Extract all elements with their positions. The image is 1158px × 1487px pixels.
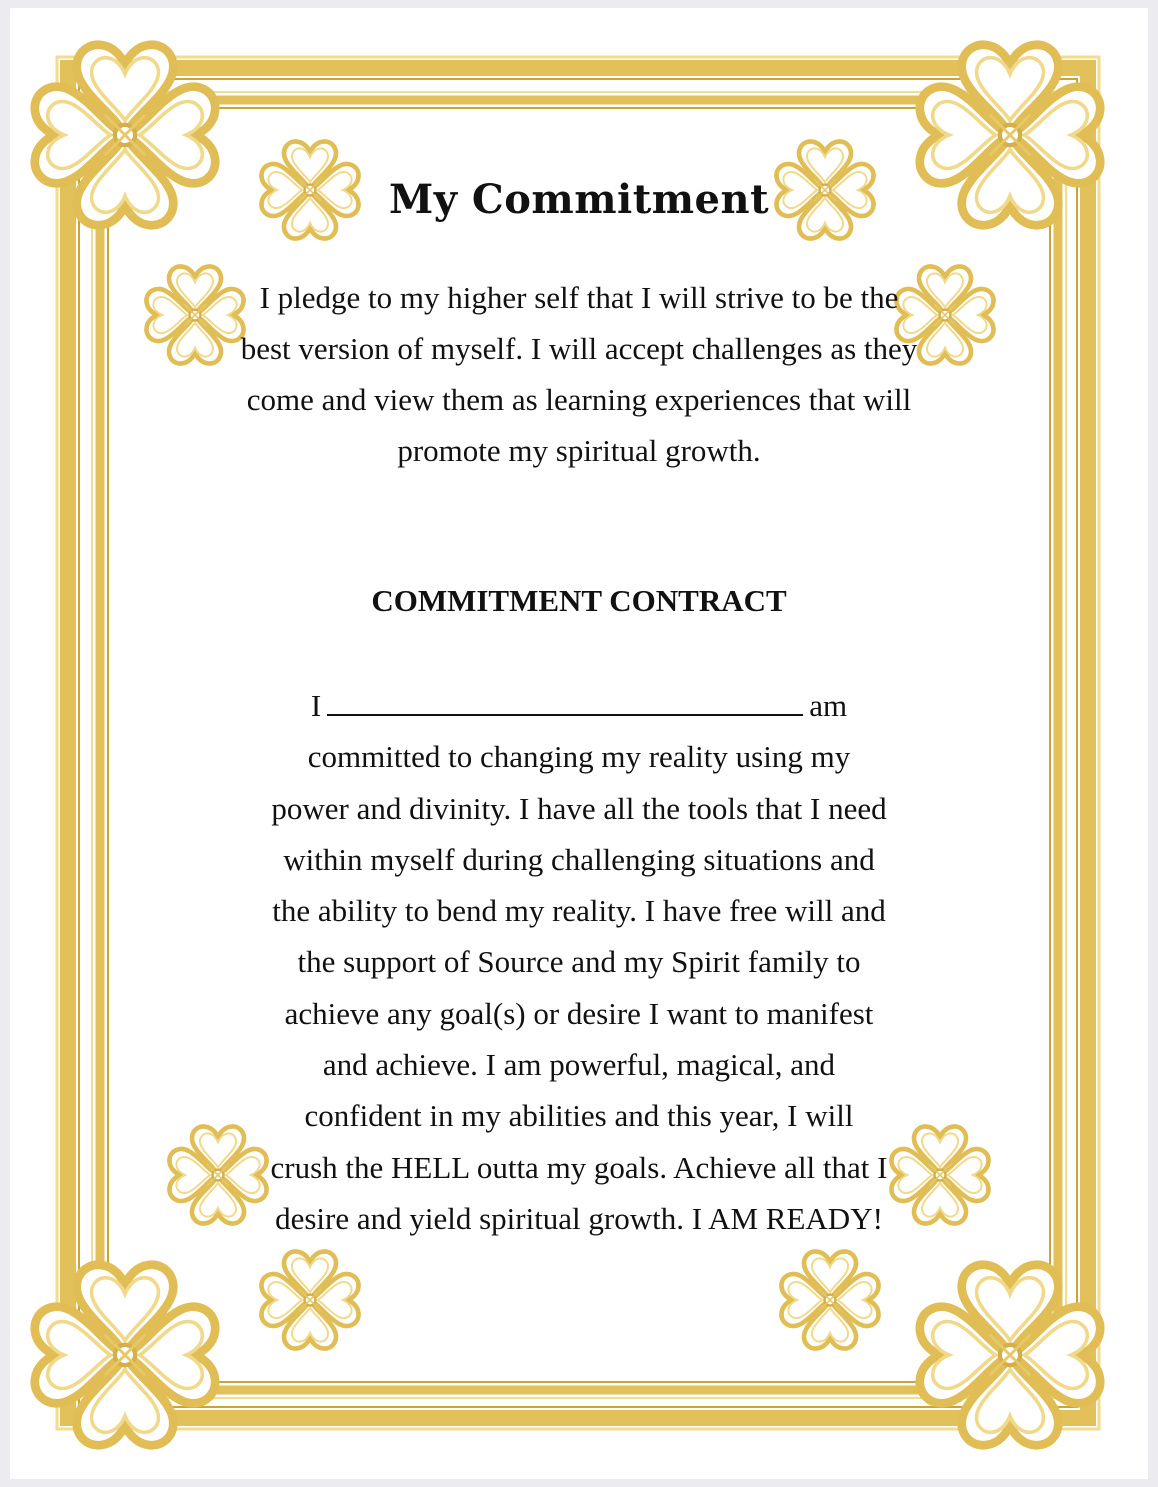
contract-line: the support of Source and my Spirit family to <box>297 944 861 980</box>
contract-line: the ability to bend my reality. I have free will and <box>272 893 886 929</box>
contract-line: crush the HELL outta my goals. Achieve all that I <box>270 1149 888 1185</box>
contract-suffix: am <box>809 688 848 723</box>
name-blank-field[interactable] <box>327 688 803 716</box>
contract-line: desire and yield spiritual growth. I AM READY! <box>275 1200 883 1236</box>
clover-ornament-icon <box>781 1251 878 1348</box>
contract-line: power and divinity. I have all the tools that I need <box>271 790 887 826</box>
contract-line: within myself during challenging situations and <box>283 841 875 877</box>
contract-prefix: I <box>310 688 322 723</box>
contract-name-line <box>240 680 918 731</box>
contract-heading: COMMITMENT CONTRACT <box>371 583 787 618</box>
contract-line: achieve any goal(s) or desire I want to manifest <box>284 995 874 1031</box>
contract-body <box>240 680 918 1244</box>
contract-line: confident in my abilities and this year, I will <box>304 1098 854 1134</box>
contract-line: committed to changing my reality using my <box>307 739 851 775</box>
contract-line: and achieve. I am powerful, magical, and <box>322 1047 836 1083</box>
pledge-paragraph: I pledge to my higher self that I will strive to be the best version of myself. I will accept challenges as they come and view them as learning experiences that will promote my spiritual growth. <box>240 280 918 468</box>
clover-ornament-icon <box>261 1251 358 1348</box>
clover-ornament-icon <box>146 266 243 363</box>
page-title: My Commitment <box>388 176 770 223</box>
